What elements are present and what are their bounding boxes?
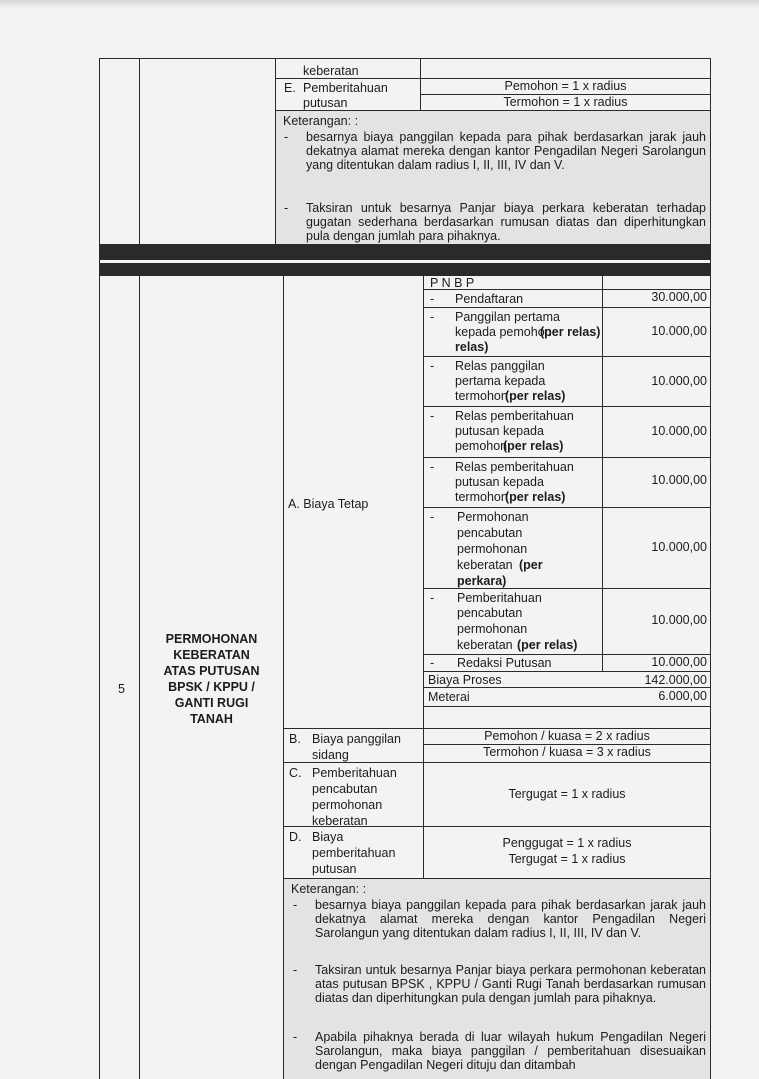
row-label-keberatan: keberatan	[303, 64, 359, 78]
row-label-d-line1: Biaya	[312, 830, 344, 844]
keterangan-item-bottom-3: Apabila pihaknya berada di luar wilayah hukum Pengadilan Negeri Sarolangun, maka biaya panggilan / pemberitahuan disesuaikan dengan Pengadilan Negeri dituju dan ditambah	[315, 1030, 706, 1072]
row-value-b-line1: Pemohon / kuasa = 2 x radius	[484, 729, 650, 743]
bullet-dash: -	[430, 409, 435, 423]
row-letter-d: D.	[289, 830, 302, 844]
pnbp-item-5-line1: Relas pemberitahuan	[455, 460, 574, 474]
bullet-dash: -	[293, 898, 298, 912]
pnbp-item-7-line4: keberatan	[457, 638, 513, 652]
pnbp-item-6-suffix-b: perkara)	[457, 574, 507, 588]
bullet-dash: -	[293, 1030, 298, 1044]
bullet-dash: -	[430, 656, 435, 670]
pnbp-item-3-line2: pertama kepada	[455, 374, 546, 388]
row-label-c-line3: permohonan	[312, 798, 383, 812]
pnbp-item-3-suffix: (per relas)	[505, 389, 566, 403]
pnbp-item-1-amount: 30.000,00	[651, 290, 707, 304]
bullet-dash: -	[430, 591, 435, 605]
pnbp-item-2-suffix: (per relas)	[540, 325, 601, 339]
row-label-b-line1: Biaya panggilan	[312, 732, 401, 746]
bullet-dash: -	[430, 292, 435, 306]
section-title-line2: KEBERATAN	[173, 648, 250, 662]
pnbp-item-3-line1: Relas panggilan	[455, 359, 545, 373]
pnbp-item-4-line2: putusan kepada	[455, 424, 544, 438]
pnbp-item-2-amount: 10.000,00	[651, 324, 707, 338]
pnbp-item-7-line2: pencabutan	[457, 606, 523, 620]
pnbp-item-6-line2: pencabutan	[457, 526, 523, 540]
row-label-c-line1: Pemberitahuan	[312, 766, 397, 780]
row-label-e-line2: putusan	[303, 96, 348, 110]
section-title-line4: BPSK / KPPU /	[168, 680, 255, 694]
keterangan-title-bottom: Keterangan: :	[291, 882, 367, 896]
row-label-e-line1: Pemberitahuan	[303, 81, 388, 95]
pnbp-header: P N B P	[430, 276, 475, 290]
pnbp-item-4-line1: Relas pemberitahuan	[455, 409, 574, 423]
row-letter-b: B.	[289, 732, 301, 746]
section-title-line6: TANAH	[190, 712, 233, 726]
pnbp-item-6-suffix-a: (per	[519, 558, 543, 572]
pnbp-item-5-suffix: (per relas)	[505, 490, 566, 504]
pnbp-item-7-line1: Pemberitahuan	[457, 591, 542, 605]
pnbp-item-4-suffix: (per relas)	[503, 439, 564, 453]
section-divider-band-2	[99, 263, 711, 276]
pnbp-item-7-line3: permohonan	[457, 622, 528, 636]
pnbp-item-2-line3: relas)	[455, 340, 489, 354]
bullet-dash: -	[284, 130, 289, 144]
row-label-d-line3: putusan	[312, 862, 357, 876]
bullet-dash: -	[430, 359, 435, 373]
bullet-dash: -	[430, 460, 435, 474]
pnbp-item-5-amount: 10.000,00	[651, 473, 707, 487]
keterangan-item-top-2: Taksiran untuk besarnya Panjar biaya perkara keberatan terhadap gugatan sederhana berdasarkan rumusan diatas dan diperhitungkan pula dengan jumlah para pihaknya.	[306, 201, 706, 243]
section-title-line3: ATAS PUTUSAN	[163, 664, 260, 678]
meterai-label: Meterai	[428, 690, 470, 704]
pnbp-item-1-line1: Pendaftaran	[455, 292, 524, 306]
row-label-c-line4: keberatan	[312, 814, 368, 828]
pnbp-item-5-line2: putusan kepada	[455, 475, 544, 489]
pnbp-item-3-line3: termohon	[455, 389, 508, 403]
pnbp-item-8-amount: 10.000,00	[651, 655, 707, 669]
keterangan-title-top: Keterangan: :	[283, 114, 359, 128]
pnbp-item-6-amount: 10.000,00	[651, 540, 707, 554]
section-number: 5	[118, 682, 125, 696]
row-value-e-line2: Termohon = 1 x radius	[503, 95, 628, 109]
pnbp-item-2-line1: Panggilan pertama	[455, 310, 560, 324]
pnbp-item-7-suffix: (per relas)	[517, 638, 578, 652]
biaya-tetap-label: A. Biaya Tetap	[288, 497, 369, 511]
scan-shadow	[0, 0, 759, 8]
row-value-b-line2: Termohon / kuasa = 3 x radius	[483, 745, 651, 759]
row-value-d-line2: Tergugat = 1 x radius	[508, 852, 626, 866]
pnbp-item-6-line3: permohonan	[457, 542, 528, 556]
row-value-c-line1: Tergugat = 1 x radius	[508, 787, 626, 801]
pnbp-item-5-line3: termohon	[455, 490, 508, 504]
bullet-dash: -	[284, 201, 289, 215]
bullet-dash: -	[430, 310, 435, 324]
row-label-c-line2: pencabutan	[312, 782, 378, 796]
row-letter-c: C.	[289, 766, 302, 780]
row-value-e-line1: Pemohon = 1 x radius	[504, 79, 627, 93]
row-label-d-line2: pemberitahuan	[312, 846, 396, 860]
bullet-dash: -	[293, 963, 298, 977]
row-letter-e: E.	[284, 81, 296, 95]
pnbp-item-7-amount: 10.000,00	[651, 613, 707, 627]
biaya-proses-label: Biaya Proses	[428, 673, 502, 687]
pnbp-item-3-amount: 10.000,00	[651, 374, 707, 388]
pnbp-item-2-line2: kepada pemohon	[455, 325, 552, 339]
biaya-proses-amount: 142.000,00	[644, 673, 707, 687]
section-title-line1: PERMOHONAN	[165, 632, 258, 646]
row-value-d-line1: Penggugat = 1 x radius	[502, 836, 632, 850]
section-divider-band	[99, 244, 711, 260]
pnbp-item-4-line3: pemohon	[455, 439, 508, 453]
bullet-dash: -	[430, 510, 435, 524]
row-label-b-line2: sidang	[312, 748, 349, 762]
keterangan-item-top-1: besarnya biaya panggilan kepada para pihak berdasarkan jarak jauh dekatnya alamat mereka dengan kantor Pengadilan Negeri Sarolangun yang ditentukan dalam radius I, II, III, IV dan V.	[306, 130, 706, 172]
pnbp-item-6-line4: keberatan	[457, 558, 513, 572]
keterangan-item-bottom-1: besarnya biaya panggilan kepada para pihak berdasarkan jarak jauh dekatnya alamat mereka dengan kantor Pengadilan Negeri Sarolangun yang ditentukan dalam radius I, II, III, IV dan V.	[315, 898, 706, 940]
section-title-line5: GANTI RUGI	[174, 696, 249, 710]
pnbp-item-4-amount: 10.000,00	[651, 424, 707, 438]
pnbp-item-8-line1: Redaksi Putusan	[457, 656, 552, 670]
meterai-amount: 6.000,00	[658, 689, 707, 703]
pnbp-item-6-line1: Permohonan	[457, 510, 529, 524]
keterangan-item-bottom-2: Taksiran untuk besarnya Panjar biaya perkara permohonan keberatan atas putusan BPSK , KPPU / Ganti Rugi Tanah berdasarkan rumusan diatas dan diperhitungkan pula dengan jumlah para pihaknya.	[315, 963, 706, 1005]
